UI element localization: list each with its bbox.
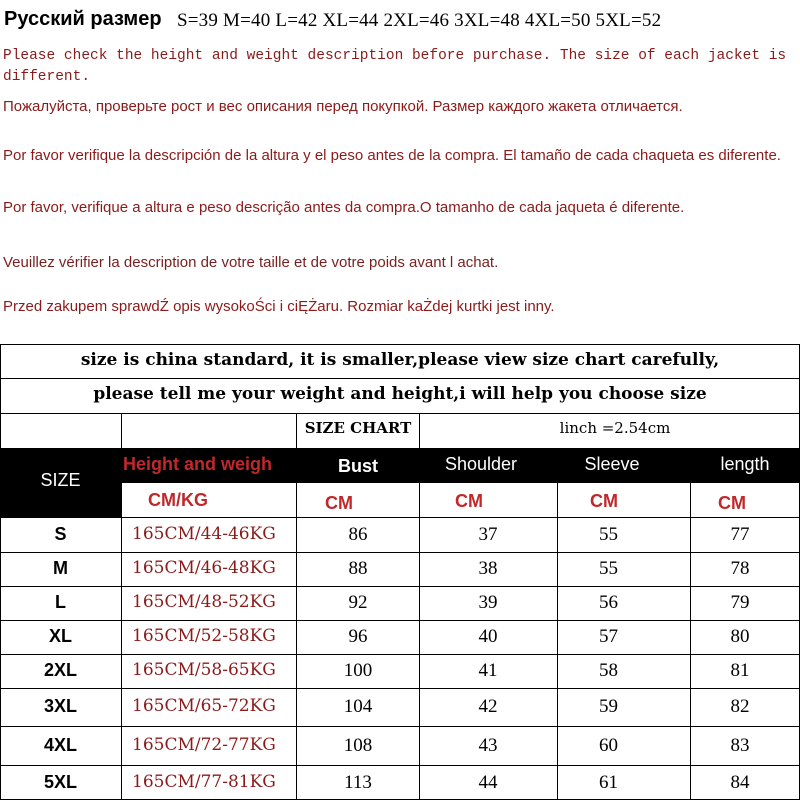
cell-length: 81	[730, 660, 750, 681]
cell-height-weight: 165CM/44-46KG	[132, 524, 276, 544]
table-rule	[690, 483, 691, 517]
header-bust: Bust	[338, 456, 378, 476]
table-row	[0, 654, 800, 688]
cell-shoulder: 44	[478, 772, 498, 793]
cell-height-weight: 165CM/58-65KG	[132, 660, 276, 680]
table-rule	[0, 413, 800, 414]
cell-length: 79	[730, 592, 750, 613]
cell-size: XL	[48, 626, 72, 646]
cell-height-weight: 165CM/52-58KG	[132, 626, 276, 646]
unit-bust: CM	[325, 493, 353, 513]
note-english: Please check the height and weight description before purchase. The size of each jacket is different.	[3, 48, 787, 85]
cell-bust: 88	[348, 558, 368, 579]
cell-length: 83	[730, 735, 750, 756]
cell-height-weight: 165CM/77-81KG	[132, 772, 276, 792]
cell-height-weight: 165CM/65-72KG	[132, 696, 276, 716]
cell-bust: 113	[344, 772, 372, 793]
header-height-weight: Height and weigh	[123, 454, 273, 474]
cell-length: 82	[730, 696, 750, 717]
table-row	[0, 688, 800, 726]
cell-sleeve: 55	[599, 558, 618, 579]
cell-sleeve: 60	[599, 735, 618, 756]
note-french: Veuillez vérifier la description de votre taille et de votre poids avant l achat.	[3, 254, 499, 271]
cell-shoulder: 42	[478, 696, 498, 717]
header-shoulder: Shoulder	[444, 454, 518, 474]
table-rule	[296, 483, 297, 517]
note-spanish: Por favor verifique la descripción de la altura y el peso antes de la compra. El tamaño de cada chaqueta es diferente.	[3, 147, 781, 164]
table-rule	[0, 344, 800, 345]
cell-bust: 96	[348, 626, 368, 647]
cell-height-weight: 165CM/72-77KG	[132, 735, 276, 755]
cell-sleeve: 59	[599, 696, 618, 717]
cell-size: 3XL	[43, 696, 77, 716]
cell-sleeve: 57	[599, 626, 618, 647]
header-length: length	[720, 454, 770, 474]
cell-shoulder: 39	[478, 592, 498, 613]
cell-size: S	[54, 524, 67, 544]
table-rule	[419, 483, 420, 517]
cell-sleeve: 61	[599, 772, 618, 793]
banner-tell-weight-height: please tell me your weight and height,i will help you choose size	[93, 384, 707, 404]
table-rule	[0, 448, 800, 449]
table-row	[0, 620, 800, 654]
note-polish: Przed zakupem sprawdŹ opis wysokoŚci i ciĘŻaru. Rozmiar kaŻdej kurtki jest inny.	[3, 298, 555, 315]
table-row	[0, 765, 800, 800]
cell-size: L	[55, 592, 66, 612]
cell-sleeve: 58	[599, 660, 618, 681]
russian-size-mapping: S=39 M=40 L=42 XL=44 2XL=46 3XL=48 4XL=50 5XL=52	[177, 10, 662, 31]
size-chart-label: SIZE CHART	[304, 419, 412, 437]
table-rule	[557, 483, 558, 517]
unit-shoulder: CM	[455, 491, 483, 511]
cell-size: 4XL	[43, 735, 77, 755]
table-rule	[0, 378, 800, 379]
cell-size: M	[53, 558, 68, 578]
table-row	[0, 726, 800, 765]
cell-bust: 86	[348, 524, 368, 545]
cell-shoulder: 37	[478, 524, 498, 545]
cell-sleeve: 55	[599, 524, 618, 545]
cell-length: 77	[730, 524, 750, 545]
cell-shoulder: 38	[478, 558, 498, 579]
cell-sleeve: 56	[599, 592, 618, 613]
cell-shoulder: 40	[478, 626, 498, 647]
cell-bust: 100	[343, 660, 373, 681]
cell-bust: 104	[343, 696, 373, 717]
cell-length: 80	[730, 626, 750, 647]
cell-shoulder: 43	[478, 735, 498, 756]
cell-bust: 92	[348, 592, 368, 613]
note-portuguese: Por favor, verifique a altura e peso descrição antes da compra.O tamanho de cada jaqueta é diferente.	[3, 199, 685, 216]
cell-bust: 108	[343, 735, 373, 756]
inch-conversion-note: linch =2.54cm	[559, 419, 671, 437]
size-chart-table	[0, 344, 800, 800]
table-row	[0, 586, 800, 620]
header-size: SIZE	[40, 470, 81, 490]
note-russian: Пожалуйста, проверьте рост и вес описания перед покупкой. Размер каждого жакета отличается.	[3, 98, 683, 115]
banner-china-standard: size is china standard, it is smaller,please view size chart carefully,	[80, 350, 720, 370]
table-row	[0, 552, 800, 586]
unit-sleeve: CM	[590, 491, 618, 511]
cell-length: 84	[730, 772, 750, 793]
table-row	[0, 517, 800, 552]
unit-length: CM	[718, 493, 746, 513]
cell-height-weight: 165CM/48-52KG	[132, 592, 276, 612]
unit-height-weight: CM/KG	[148, 490, 208, 510]
cell-size: 2XL	[43, 660, 77, 680]
header-sleeve: Sleeve	[584, 454, 640, 474]
cell-length: 78	[730, 558, 750, 579]
cell-height-weight: 165CM/46-48KG	[132, 558, 276, 578]
russian-size-title: Русский размер	[4, 8, 162, 30]
cell-shoulder: 41	[478, 660, 498, 681]
cell-size: 5XL	[43, 772, 77, 792]
